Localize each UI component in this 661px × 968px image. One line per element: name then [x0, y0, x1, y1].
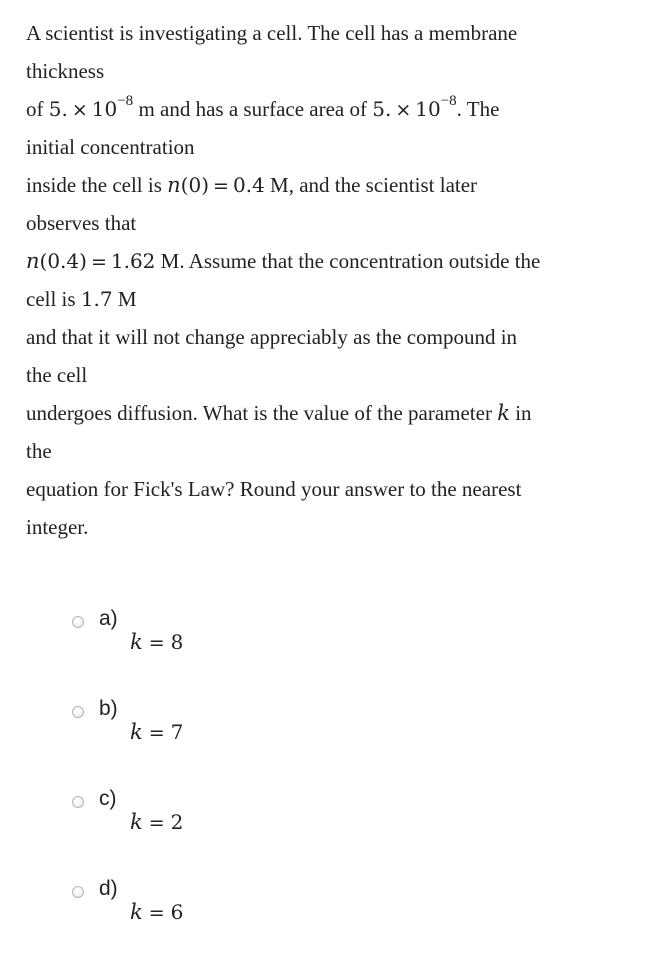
question-text-fragment: . Assume that the concentration outside the — [179, 249, 541, 273]
question-line: observes that — [26, 211, 137, 235]
n-symbol: n — [167, 173, 181, 197]
k-symbol: k — [497, 401, 510, 425]
equals-operator: = — [90, 251, 107, 273]
times-operator: × — [71, 99, 88, 121]
thickness-mantissa: 5. — [48, 97, 68, 121]
option-value: 8 — [170, 630, 184, 654]
option-answer — [130, 900, 183, 925]
question-line: A scientist is investigating a cell. The cell has a membrane — [26, 21, 518, 45]
question-line — [26, 242, 626, 280]
option-b[interactable] — [72, 698, 372, 788]
question-text-fragment: . The — [456, 97, 500, 121]
answer-options — [72, 608, 372, 968]
option-equals: = — [148, 812, 165, 834]
equals-operator: = — [213, 175, 229, 197]
option-letter: b) — [99, 697, 118, 720]
question-text-fragment: inside the cell is — [26, 173, 168, 197]
option-equals: = — [148, 902, 165, 924]
question-line: the cell — [26, 363, 88, 387]
option-variable: k — [130, 720, 143, 744]
question-line — [26, 90, 626, 128]
question-text-fragment: , and the scientist later — [288, 173, 478, 197]
radio-button-d[interactable] — [72, 886, 84, 898]
question-line: integer. — [26, 515, 89, 539]
option-value: 6 — [170, 900, 184, 924]
n0-argument: (0) — [180, 173, 210, 197]
option-letter: d) — [99, 877, 118, 900]
option-answer — [130, 810, 183, 835]
outside-concentration-value: 1.7 — [80, 287, 113, 311]
question-text-fragment: cell is — [26, 287, 81, 311]
option-c[interactable] — [72, 788, 372, 878]
area-mantissa: 5. — [372, 97, 392, 121]
question-text-fragment: m and has a surface area of — [133, 97, 373, 121]
option-d[interactable] — [72, 878, 372, 968]
option-letter: a) — [99, 607, 118, 630]
question-line: and that it will not change appreciably as the compound in — [26, 325, 518, 349]
radio-button-a[interactable] — [72, 616, 84, 628]
option-value: 2 — [170, 810, 184, 834]
question-line: the — [26, 439, 52, 463]
question-text — [26, 14, 626, 546]
option-letter: c) — [99, 787, 117, 810]
question-text-fragment: undergoes diffusion. What is the value of the parameter — [26, 401, 498, 425]
option-answer — [130, 630, 183, 655]
question-line — [26, 280, 626, 318]
option-variable: k — [130, 810, 143, 834]
option-answer — [130, 720, 183, 745]
option-variable: k — [130, 900, 143, 924]
n04-value: 1.62 — [110, 249, 156, 273]
question-line — [26, 394, 626, 432]
unit-molar: M — [264, 173, 289, 197]
n0-value: 0.4 — [232, 173, 265, 197]
thickness-exponent: −8 — [117, 93, 134, 109]
option-value: 7 — [170, 720, 184, 744]
radio-button-c[interactable] — [72, 796, 84, 808]
n-symbol: n — [26, 249, 40, 273]
option-equals: = — [148, 722, 165, 744]
option-equals: = — [148, 632, 165, 654]
question-line — [26, 166, 626, 204]
unit-molar: M — [155, 249, 180, 273]
area-exponent: −8 — [440, 93, 457, 109]
n04-argument: (0.4) — [39, 249, 87, 273]
question-text-fragment: of — [26, 97, 49, 121]
unit-molar: M — [112, 287, 137, 311]
times-operator: × — [395, 99, 412, 121]
question-line: thickness — [26, 59, 105, 83]
question-line: equation for Fick's Law? Round your answer to the nearest — [26, 477, 522, 501]
question-text-fragment: in — [509, 401, 532, 425]
option-variable: k — [130, 630, 143, 654]
area-base: 10 — [415, 97, 441, 121]
option-a[interactable] — [72, 608, 372, 698]
question-line: initial concentration — [26, 135, 195, 159]
radio-button-b[interactable] — [72, 706, 84, 718]
thickness-base: 10 — [91, 97, 118, 121]
